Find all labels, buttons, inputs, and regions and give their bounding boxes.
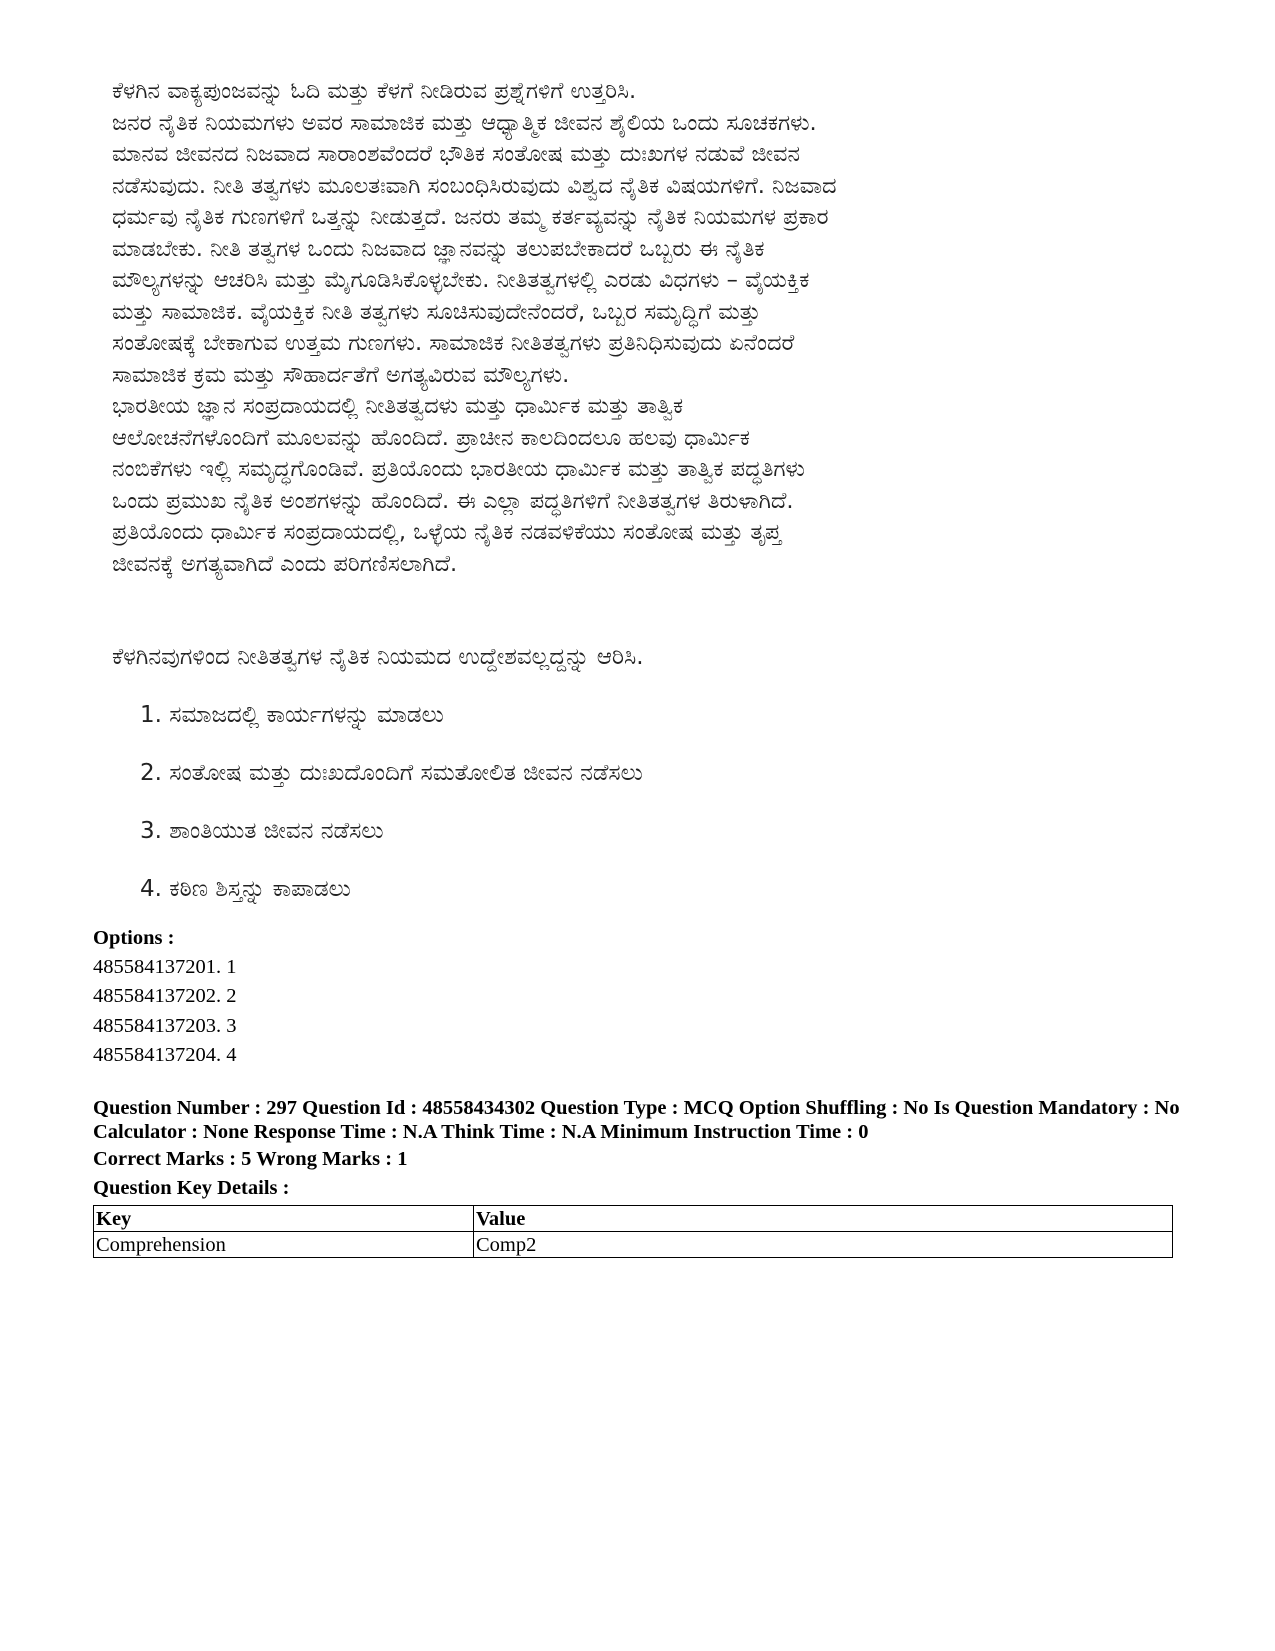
choice-item: 2. ಸಂತೋಷ ಮತ್ತು ದುಃಖದೊಂದಿಗೆ ಸಮತೋಲಿತ ಜೀವನ ನಡೆಸಲು bbox=[140, 760, 643, 786]
passage-line: ನಂಬಿಕೆಗಳು ಇಲ್ಲಿ ಸಮೃದ್ಧಗೊಂಡಿವೆ. ಪ್ರತಿಯೊಂದು ಭಾರತೀಯ ಧಾರ್ಮಿಕ ಮತ್ತು ತಾತ್ವಿಕ ಪದ್ಧತಿಗಳು bbox=[112, 456, 805, 482]
table-header-key: Key bbox=[94, 1206, 474, 1232]
option-item: 485584137204. 4 bbox=[93, 1043, 237, 1066]
choice-item: 3. ಶಾಂತಿಯುತ ಜೀವನ ನಡೆಸಲು bbox=[140, 818, 384, 844]
passage-line: ಮೌಲ್ಯಗಳನ್ನು ಆಚರಿಸಿ ಮತ್ತು ಮೈಗೂಡಿಸಿಕೊಳ್ಳಬೇಕು. ನೀತಿತತ್ವಗಳಲ್ಲಿ ಎರಡು ವಿಧಗಳು – ವೈಯಕ್ತಿಕ bbox=[112, 267, 810, 293]
options-label: Options : bbox=[93, 927, 175, 949]
passage-line: ಸಂತೋಷಕ್ಕೆ ಬೇಕಾಗುವ ಉತ್ತಮ ಗುಣಗಳು. ಸಾಮಾಜಿಕ ನೀತಿತತ್ವಗಳು ಪ್ರತಿನಿಧಿಸುವುದು ಏನೆಂದರೆ bbox=[112, 330, 795, 356]
passage-line: ಮಾಡಬೇಕು. ನೀತಿ ತತ್ವಗಳ ಒಂದು ನಿಜವಾದ ಜ್ಞಾನವನ್ನು ತಲುಪಬೇಕಾದರೆ ಒಬ್ಬರು ಈ ನೈತಿಕ bbox=[112, 235, 765, 262]
passage-line: ಜೀವನಕ್ಕೆ ಅಗತ್ಯವಾಗಿದೆ ಎಂದು ಪರಿಗಣಿಸಲಾಗಿದೆ. bbox=[112, 550, 458, 577]
question-choices bbox=[140, 700, 643, 932]
table-cell-key: Comprehension bbox=[94, 1232, 474, 1258]
passage-line: ಭಾರತೀಯ ಜ್ಞಾನ ಸಂಪ್ರದಾಯದಲ್ಲಿ ನೀತಿತತ್ವದಳು ಮತ್ತು ಧಾರ್ಮಿಕ ಮತ್ತು ತಾತ್ವಿಕ bbox=[112, 393, 684, 419]
passage-line: ಆಲೋಚನೆಗಳೊಂದಿಗೆ ಮೂಲವನ್ನು ಹೊಂದಿದೆ. ಪ್ರಾಚೀನ ಕಾಲದಿಂದಲೂ ಹಲವು ಧಾರ್ಮಿಕ bbox=[112, 424, 750, 451]
passage-line: ಸಾಮಾಜಿಕ ಕ್ರಮ ಮತ್ತು ಸೌಹಾರ್ದತೆಗೆ ಅಗತ್ಯವಿರುವ ಮೌಲ್ಯಗಳು. bbox=[112, 361, 570, 388]
choice-item: 4. ಕಠಿಣ ಶಿಸ್ತನ್ನು ಕಾಪಾಡಲು bbox=[140, 876, 351, 902]
passage-line: ಮಾನವ ಜೀವನದ ನಿಜವಾದ ಸಾರಾಂಶವೆಂದರೆ ಭೌತಿಕ ಸಂತೋಷ ಮತ್ತು ದುಃಖಗಳ ನಡುವೆ ಜೀವನ bbox=[112, 141, 801, 167]
key-details-label: Question Key Details : bbox=[93, 1177, 290, 1199]
options-list bbox=[93, 953, 237, 1070]
passage-line: ಒಂದು ಪ್ರಮುಖ ನೈತಿಕ ಅಂಶಗಳನ್ನು ಹೊಂದಿದೆ. ಈ ಎಲ್ಲಾ ಪದ್ಧತಿಗಳಿಗೆ ನೀತಿತತ್ವಗಳ ತಿರುಳಾಗಿದೆ. bbox=[112, 487, 794, 514]
option-item: 485584137203. 3 bbox=[93, 1014, 237, 1037]
passage-line: ಧರ್ಮವು ನೈತಿಕ ಗುಣಗಳಿಗೆ ಒತ್ತನ್ನು ನೀಡುತ್ತದೆ. ಜನರು ತಮ್ಮ ಕರ್ತವ್ಯವನ್ನು ನೈತಿಕ ನಿಯಮಗಳ ಪ್ರಕಾರ bbox=[112, 204, 829, 230]
table-header-value: Value bbox=[474, 1206, 1173, 1232]
passage-line: ಜನರ ನೈತಿಕ ನಿಯಮಗಳು ಅವರ ಸಾಮಾಜಿಕ ಮತ್ತು ಆಧ್ಯಾತ್ಮಿಕ ಜೀವನ ಶೈಲಿಯ ಒಂದು ಸೂಚಕಗಳು. bbox=[112, 109, 817, 136]
key-details-table bbox=[93, 1205, 1173, 1258]
table-header-row bbox=[94, 1206, 1173, 1232]
marks-info: Correct Marks : 5 Wrong Marks : 1 bbox=[93, 1148, 408, 1170]
choice-item: 1. ಸಮಾಜದಲ್ಲಿ ಕಾರ್ಯಗಳನ್ನು ಮಾಡಲು bbox=[140, 702, 444, 728]
comprehension-passage bbox=[112, 76, 1152, 580]
passage-line: ಪ್ರತಿಯೊಂದು ಧಾರ್ಮಿಕ ಸಂಪ್ರದಾಯದಲ್ಲಿ, ಒಳ್ಳೆಯ ನೈತಿಕ ನಡವಳಿಕೆಯು ಸಂತೋಷ ಮತ್ತು ತೃಪ್ತ bbox=[112, 519, 782, 545]
option-item: 485584137201. 1 bbox=[93, 956, 237, 978]
option-item: 485584137202. 2 bbox=[93, 985, 237, 1008]
passage-line: ಮತ್ತು ಸಾಮಾಜಿಕ. ವೈಯಕ್ತಿಕ ನೀತಿ ತತ್ವಗಳು ಸೂಚಿಸುವುದೇನೆಂದರೆ, ಒಬ್ಬರ ಸಮೃದ್ಧಿಗೆ ಮತ್ತು bbox=[112, 298, 761, 325]
table-cell-value: Comp2 bbox=[474, 1232, 1173, 1258]
passage-line: ನಡೆಸುವುದು. ನೀತಿ ತತ್ವಗಳು ಮೂಲತಃವಾಗಿ ಸಂಬಂಧಿಸಿರುವುದು ವಿಶ್ವದ ನೈತಿಕ ವಿಷಯಗಳಿಗೆ. ನಿಜವಾದ bbox=[112, 172, 837, 199]
question-stem: ಕೆಳಗಿನವುಗಳಿಂದ ನೀತಿತತ್ವಗಳ ನೈತಿಕ ನಿಯಮದ ಉದ್ದೇಶವಲ್ಲದ್ದನ್ನು ಆರಿಸಿ. bbox=[112, 644, 644, 670]
table-row bbox=[94, 1232, 1173, 1258]
passage-line: ಕೆಳಗಿನ ವಾಕ್ಯಪುಂಜವನ್ನು ಓದಿ ಮತ್ತು ಕೆಳಗೆ ನೀಡಿರುವ ಪ್ರಶ್ನೆಗಳಿಗೆ ಉತ್ತರಿಸಿ. bbox=[112, 78, 637, 104]
question-metadata: Question Number : 297 Question Id : 48558434302 Question Type : MCQ Option Shuffling : No Is Question Mandatory : No Calculator : None Response Time : N.A Think Time : N.A Minimum Instruction Time : 0 bbox=[93, 1097, 1180, 1143]
